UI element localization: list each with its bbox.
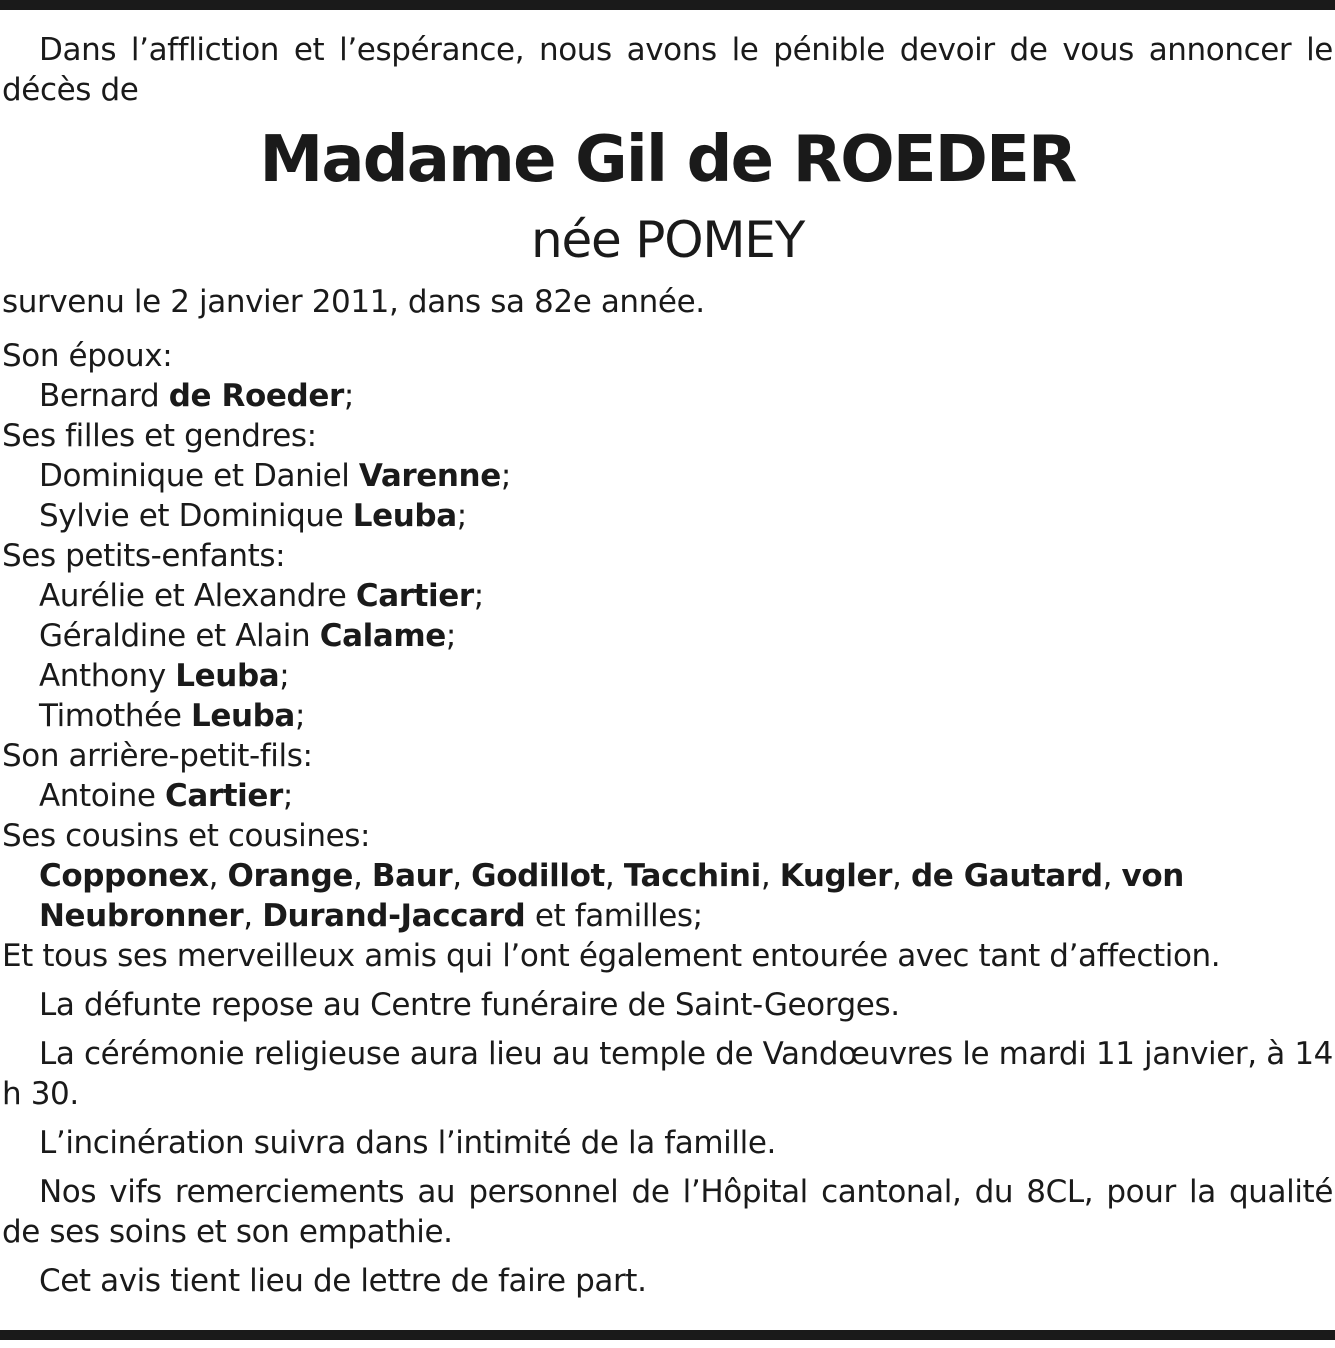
surname: Leuba [352,498,457,534]
paragraph-ceremony: La cérémonie religieuse aura lieu au temple de Vandœuvres le mardi 11 janvier, à 14 h 30. [2,1036,1333,1112]
cousin-surname: Tacchini [623,858,761,894]
daughter-entry: Dominique et Daniel Varenne; [39,458,511,494]
maiden-name: née POMEY [530,211,805,269]
deceased-name: Madame Gil de ROEDER [259,123,1076,197]
cousin-surname: Kugler [779,858,893,894]
surname: Cartier [164,778,283,814]
cousins-heading: Ses cousins et cousines: [2,818,371,854]
great-grandchild-entry: Antoine Cartier; [39,778,293,814]
great-grandchild-heading: Son arrière-petit-fils: [2,738,313,774]
surname: Leuba [190,698,295,734]
surname: de Roeder [168,378,344,414]
surname: Cartier [355,578,474,614]
grandchild-entry: Anthony Leuba; [39,658,290,694]
obituary-notice [2,30,1333,1301]
paragraph-repose: La défunte repose au Centre funéraire de Saint-Georges. [39,987,900,1023]
grandchild-entry: Timothée Leuba; [39,698,305,734]
spouse-heading: Son époux: [2,338,173,374]
cousin-surname: Copponex [39,858,209,894]
cousin-surname: Godillot [471,858,605,894]
daughters-heading: Ses filles et gendres: [2,418,317,454]
paragraph-thanks: Nos vifs remerciements au personnel de l’Hôpital cantonal, du 8CL, pour la qualité de ses soins et son empathie. [2,1174,1333,1250]
first-names: Aurélie et Alexandre [39,578,347,614]
grandchildren-heading: Ses petits-enfants: [2,538,286,574]
paragraph-cremation: L’incinération suivra dans l’intimité de la famille. [39,1125,776,1161]
spouse-entry: Bernard de Roeder; [39,378,354,414]
intro-paragraph: Dans l’affliction et l’espérance, nous avons le pénible devoir de vous annoncer le décès de [2,32,1333,108]
top-rule [0,0,1335,10]
cousin-surname: Baur [371,858,453,894]
first-names: Bernard [39,378,160,414]
grandchild-entry: Aurélie et Alexandre Cartier; [39,578,484,614]
friends-line: Et tous ses merveilleux amis qui l’ont également entourée avec tant d’affection. [2,938,1221,974]
family-list [2,336,1333,976]
surname: Calame [319,618,446,654]
paragraph-notice: Cet avis tient lieu de lettre de faire part. [39,1263,647,1299]
daughter-entry: Sylvie et Dominique Leuba; [39,498,467,534]
cousin-surname: Orange [227,858,353,894]
cousins-suffix: et familles; [534,898,703,934]
cousin-surname: de Gautard [910,858,1103,894]
grandchild-entry: Géraldine et Alain Calame; [39,618,456,654]
first-names: Géraldine et Alain [39,618,311,654]
first-names: Dominique et Daniel [39,458,350,494]
cousins-entry: Copponex, Orange, Baur, Godillot, Tacchini, Kugler, de Gautard, von Neubronner, Durand-Jaccard et familles; [39,858,1184,934]
surname: Leuba [175,658,280,694]
first-names: Anthony [39,658,166,694]
first-names: Timothée [39,698,182,734]
bottom-rule [0,1330,1335,1340]
cousin-surname: Durand-Jaccard [262,898,526,934]
date-line: survenu le 2 janvier 2011, dans sa 82e année. [2,284,705,320]
first-names: Antoine [39,778,156,814]
cousin-surname: von Neubronner [39,858,1184,934]
first-names: Sylvie et Dominique [39,498,344,534]
surname: Varenne [358,458,501,494]
